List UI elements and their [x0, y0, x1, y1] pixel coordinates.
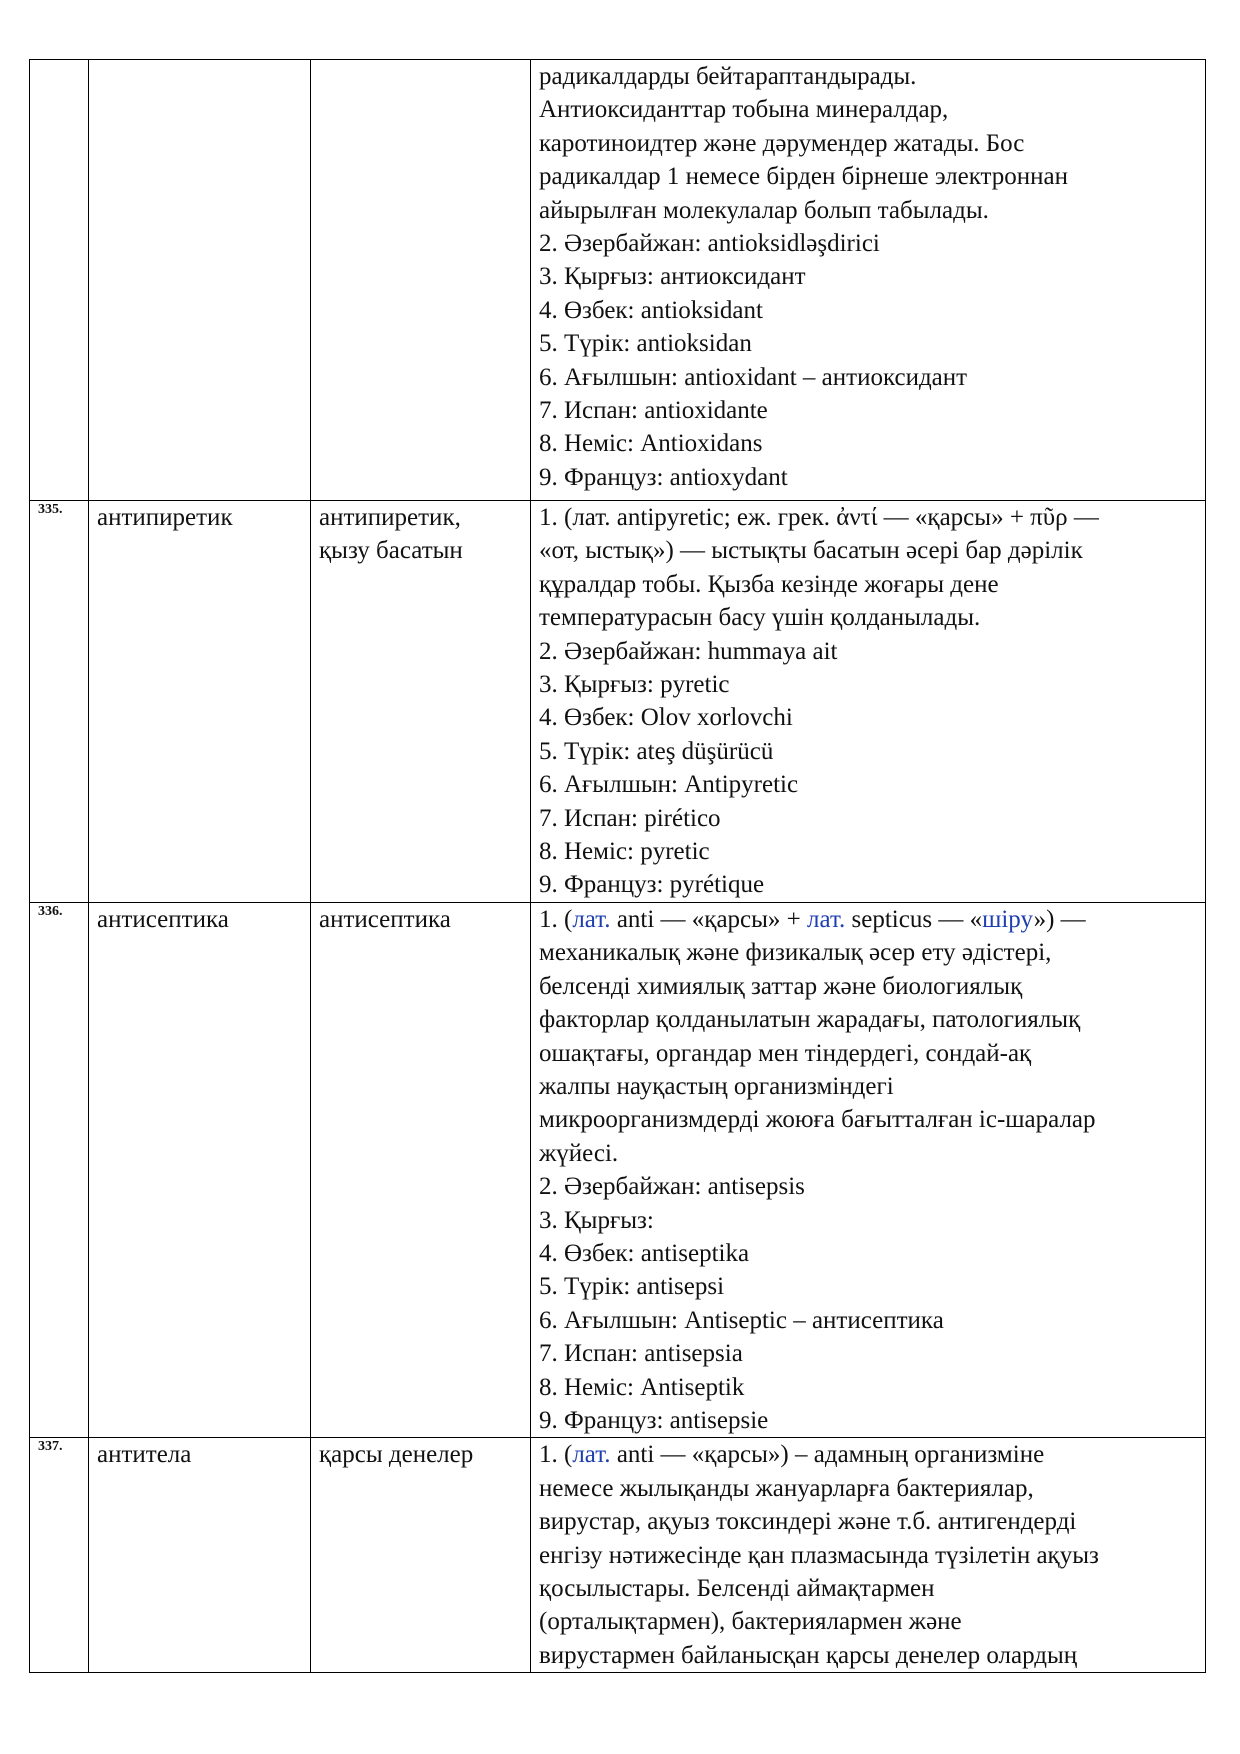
definition-line: Антиоксиданттар тобына минералдар, — [539, 96, 949, 124]
translation-line: 8. Неміс: Antiseptik — [539, 1373, 745, 1401]
definition-line: құралдар тобы. Қызба кезінде жоғары дене — [539, 570, 999, 598]
table-row — [30, 60, 1206, 501]
kazakh-term: антисептика — [319, 905, 451, 933]
translation-line: 4. Өзбек: antioksidant — [539, 296, 763, 324]
translation-line: 9. Француз: antisepsie — [539, 1406, 769, 1434]
term: антисептика — [97, 905, 229, 933]
translation-line: 7. Испан: antioxidante — [539, 397, 768, 425]
translation-line: 6. Ағылшын: antioxidant – антиоксидант — [539, 363, 968, 391]
definition-line: факторлар қолданылатын жарадағы, патологиялық — [539, 1006, 1081, 1034]
translation-line: 5. Түрік: antioksidan — [539, 330, 752, 358]
translation-line: 9. Француз: pyrétique — [539, 871, 765, 899]
term-cell — [89, 902, 311, 1438]
latin-link[interactable]: лат. — [572, 905, 611, 933]
definition-line: немесе жылықанды жануарларға бактериялар, — [539, 1474, 1034, 1502]
rot-link[interactable]: шіру — [982, 905, 1034, 933]
table-row — [30, 902, 1206, 1438]
definition-line: вирустар, ақуыз токсиндері және т.б. антигендерді — [539, 1508, 1077, 1536]
translation-line: 8. Неміс: pyretic — [539, 838, 710, 866]
entry-number: 336. — [38, 903, 63, 919]
kazakh-term: қызу басатын — [319, 537, 463, 565]
latin-link[interactable]: лат. — [807, 905, 846, 933]
term-cell — [89, 501, 311, 903]
entry-number-cell — [30, 501, 89, 903]
translation-line: 5. Түрік: ateş düşürücü — [539, 737, 774, 765]
definition-line: микроорганизмдерді жоюға бағытталған іс-шаралар — [539, 1106, 1096, 1134]
translation-line: 3. Қырғыз: pyretic — [539, 671, 730, 699]
translation-line: 9. Француз: antioxydant — [539, 463, 788, 491]
terminology-table — [29, 59, 1206, 1673]
definition-cell — [531, 1438, 1206, 1673]
table-row — [30, 501, 1206, 903]
translation-line: 7. Испан: pirético — [539, 804, 721, 832]
definition-line: радикалдар 1 немесе бірден бірнеше электроннан — [539, 163, 1068, 191]
term: антипиретик — [97, 504, 233, 531]
translation-line: 3. Қырғыз: — [539, 1206, 654, 1234]
term-cell — [89, 60, 311, 501]
term: антитела — [97, 1441, 192, 1469]
definition-cell — [531, 501, 1206, 903]
definition-line: қосылыстары. Белсенді аймақтармен — [539, 1575, 935, 1602]
entry-number-cell — [30, 902, 89, 1438]
definition-line: ошақтағы, органдар мен тіндердегі, сондай-ақ — [539, 1039, 1032, 1067]
table-row — [30, 1438, 1206, 1673]
definition-line: айырылған молекулалар болып табылады. — [539, 196, 989, 224]
kazakh-term-cell — [311, 902, 531, 1438]
translation-line: 3. Қырғыз: антиоксидант — [539, 263, 806, 291]
definition-line: жалпы науқастың организміндегі — [539, 1072, 894, 1100]
definition-line: 1. (лат. antipyretic; еж. грек. ἀντί — «қарсы» + πῦρ — — [539, 504, 1099, 531]
definition-cell — [531, 902, 1206, 1438]
definition-line: вирустармен байланысқан қарсы денелер олардың — [539, 1641, 1078, 1669]
translation-line: 8. Неміс: Antioxidans — [539, 430, 763, 458]
definition-first-line: 1. (лат. anti — «қарсы» + лат. septicus — «шіру») — — [539, 905, 1086, 933]
definition-cell — [531, 60, 1206, 501]
translation-line: 6. Ағылшын: Antiseptic – антисептика — [539, 1306, 944, 1334]
definition-line: белсенді химиялық заттар және биологиялық — [539, 972, 1023, 1000]
definition-line: «от, ыстық») — ыстықты басатын әсері бар дәрілік — [539, 537, 1083, 565]
entry-number: 337. — [38, 1439, 63, 1455]
entry-number-cell — [30, 60, 89, 501]
definition-first-line: 1. (лат. anti — «қарсы») – адамның организміне — [539, 1441, 1045, 1469]
definition-line: механикалық және физикалық әсер ету әдістері, — [539, 939, 1052, 967]
translation-line: 7. Испан: antisepsia — [539, 1340, 743, 1368]
kazakh-term: қарсы денелер — [319, 1441, 474, 1469]
entry-number-cell — [30, 1438, 89, 1673]
translation-line: 2. Әзербайжан: antioksidləşdirici — [539, 230, 880, 258]
entry-number: 335. — [38, 502, 63, 517]
definition-line: жүйесі. — [539, 1139, 619, 1167]
definition-line: енгізу нәтижесінде қан плазмасында түзілетін ақуыз — [539, 1541, 1099, 1569]
definition-line: радикалдарды бейтараптандырады. — [539, 63, 917, 90]
term-cell — [89, 1438, 311, 1673]
translation-line: 5. Түрік: antisepsi — [539, 1273, 725, 1301]
kazakh-term-cell — [311, 60, 531, 501]
definition-line: температурасын басу үшін қолданылады. — [539, 604, 981, 632]
kazakh-term-cell — [311, 1438, 531, 1673]
translation-line: 6. Ағылшын: Antipyretic — [539, 771, 799, 799]
latin-link[interactable]: лат. — [572, 1441, 611, 1469]
translation-line: 2. Әзербайжан: antisepsis — [539, 1173, 805, 1201]
kazakh-term: антипиретик, — [319, 504, 461, 531]
definition-line: (орталықтармен), бактериялармен және — [539, 1608, 962, 1636]
translation-line: 4. Өзбек: Olov xorlovchi — [539, 704, 793, 732]
translation-line: 2. Әзербайжан: hummaya ait — [539, 637, 838, 665]
translation-line: 4. Өзбек: antiseptika — [539, 1239, 750, 1267]
kazakh-term-cell — [311, 501, 531, 903]
definition-line: каротиноидтер және дәрумендер жатады. Бос — [539, 129, 1025, 157]
